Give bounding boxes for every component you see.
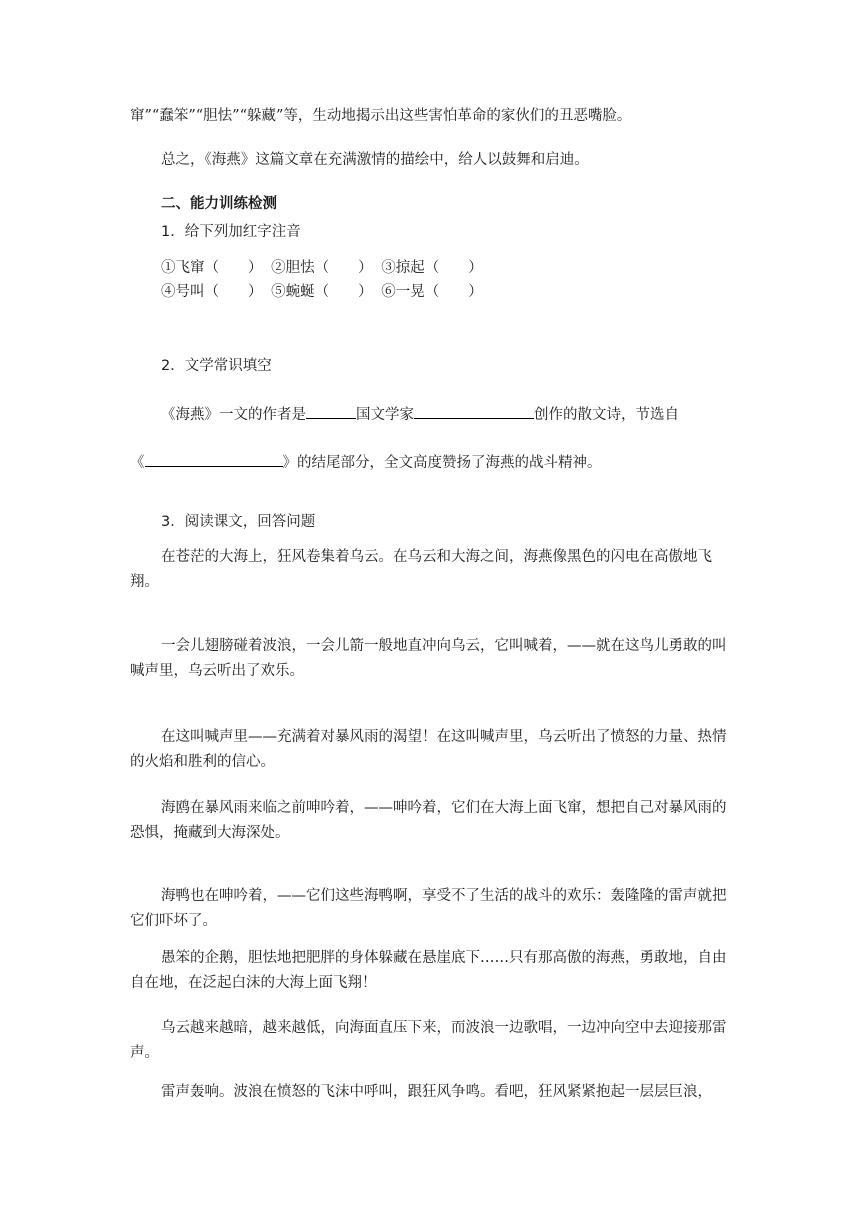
reading-paragraph-2: 一会儿翅膀碰着波浪，一会儿箭一般地直冲向乌云，它叫喊着，——就在这鸟儿勇敢的叫喊声里，乌云听出了欢乐。 [130, 638, 727, 679]
q2-text-b: 国文学家 [356, 407, 414, 423]
summary-line-1: 窜”“蠢笨”“胆怯”“躲藏”等，生动地揭示出这些害怕革命的家伙们的丑恶嘴脸。 [130, 108, 632, 124]
question-2-line-2 [130, 450, 602, 473]
pinyin-item: ①飞窜（ ） [161, 260, 263, 276]
author-blank[interactable] [414, 402, 534, 419]
reading-paragraph-8: 雷声轰响。波浪在愤怒的飞沫中呼叫，跟狂风争鸣。看吧，狂风紧紧抱起一层层巨浪， [161, 1084, 712, 1100]
reading-paragraph-3: 在这叫喊声里——充满着对暴风雨的渴望！在这叫喊声里，乌云听出了愤怒的力量、热情的火焰和胜利的信心。 [130, 729, 727, 770]
reading-paragraph-5: 海鸭也在呻吟着，——它们这些海鸭啊，享受不了生活的战斗的欢乐：轰隆隆的雷声就把它们吓坏了。 [130, 888, 727, 929]
summary-line-2: 总之，《海燕》这篇文章在充满激情的描绘中，给人以鼓舞和启迪。 [161, 152, 589, 168]
q2-text-a: 《海燕》一文的作者是 [161, 407, 306, 423]
question-1-row-1 [161, 258, 487, 278]
reading-paragraph-1: 在苍茫的大海上，狂风卷集着乌云。在乌云和大海之间，海燕像黑色的闪电在高傲地飞翔。 [130, 549, 712, 590]
question-3-title: 3．阅读课文，回答问题 [161, 514, 316, 530]
pinyin-item: ④号叫（ ） [161, 284, 263, 300]
q2-text-c: 创作的散文诗，节选自 [534, 407, 679, 423]
reading-paragraph-7: 乌云越来越暗，越来越低，向海面直压下来，而波浪一边歌唱，一边冲向空中去迎接那雷声。 [130, 1020, 727, 1061]
question-2-title: 2．文学常识填空 [161, 358, 272, 374]
q2-text-e: 》的结尾部分，全文高度赞扬了海燕的战斗精神。 [282, 455, 602, 471]
question-2-line-1 [161, 402, 679, 425]
pinyin-item: ⑤蜿蜒（ ） [271, 284, 373, 300]
reading-paragraph-4: 海鸥在暴风雨来临之前呻吟着，——呻吟着，它们在大海上面飞窜，想把自己对暴风雨的恐惧，掩藏到大海深处。 [130, 800, 727, 841]
question-1-title: 1．给下列加红字注音 [161, 224, 301, 240]
reading-paragraph-6: 愚笨的企鹅，胆怯地把肥胖的身体躲藏在悬崖底下……只有那高傲的海燕，勇敢地，自由自在地，在泛起白沫的大海上面飞翔！ [130, 950, 727, 991]
pinyin-item: ③掠起（ ） [381, 260, 483, 276]
pinyin-item: ②胆怯（ ） [271, 260, 373, 276]
pinyin-item: ⑥一晃（ ） [381, 284, 483, 300]
section-title: 二、能力训练检测 [161, 196, 277, 212]
source-work-blank[interactable] [145, 450, 283, 467]
q2-text-d: 《 [130, 455, 145, 471]
nationality-blank[interactable] [306, 402, 356, 419]
question-1-row-2 [161, 282, 487, 302]
